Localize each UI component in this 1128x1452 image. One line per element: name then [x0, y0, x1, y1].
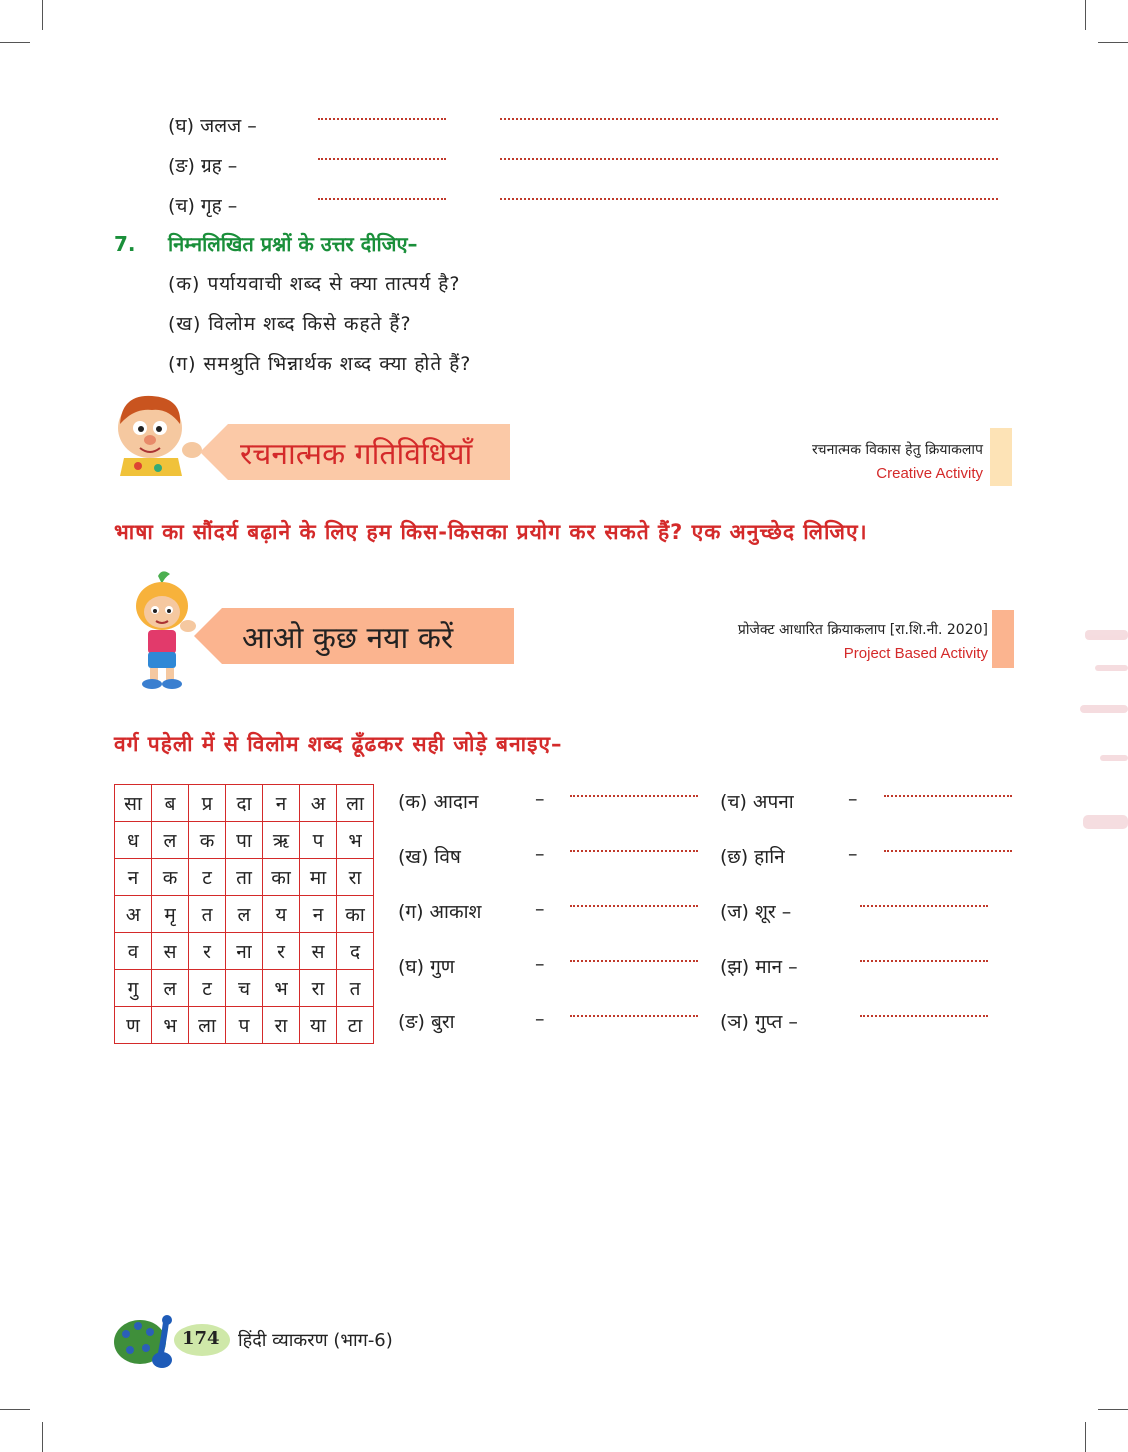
answer-blank[interactable] — [860, 960, 988, 962]
word-row: (ङ) ग्रह – — [168, 155, 238, 177]
creative-side-bar — [990, 428, 1012, 486]
grid-cell[interactable]: ब — [152, 785, 189, 822]
grid-cell[interactable]: भ — [263, 970, 300, 1007]
crop-mark — [0, 42, 30, 43]
grid-cell[interactable]: न — [115, 859, 152, 896]
grid-cell[interactable]: प्र — [189, 785, 226, 822]
pair-item-right: (ञ) गुप्त – — [720, 1011, 798, 1033]
grid-cell[interactable]: अ — [300, 785, 337, 822]
grid-cell[interactable]: ण — [115, 1007, 152, 1044]
creative-title: रचनात्मक गतिविधियाँ — [240, 437, 473, 472]
question-title: निम्नलिखित प्रश्नों के उत्तर दीजिए– — [168, 232, 418, 256]
project-instruction: वर्ग पहेली में से विलोम शब्द ढूँढकर सही जोड़े बनाइए– — [114, 732, 563, 756]
grid-cell[interactable]: ता — [226, 859, 263, 896]
grid-cell[interactable]: रा — [300, 970, 337, 1007]
grid-cell[interactable]: मा — [300, 859, 337, 896]
answer-blank[interactable] — [860, 905, 988, 907]
answer-blank[interactable] — [500, 158, 998, 160]
page-number: 174 — [182, 1328, 220, 1349]
answer-blank[interactable] — [570, 795, 698, 797]
grid-cell[interactable]: या — [300, 1007, 337, 1044]
project-note-en: Project Based Activity — [843, 645, 988, 662]
pair-item-right: (छ) हानि — [720, 846, 785, 868]
grid-cell[interactable]: प — [226, 1007, 263, 1044]
project-note — [738, 620, 988, 662]
grid-cell[interactable]: र — [189, 933, 226, 970]
grid-cell[interactable]: रा — [337, 859, 374, 896]
answer-blank[interactable] — [570, 1015, 698, 1017]
grid-cell[interactable]: ट — [189, 859, 226, 896]
pair-dash: – — [535, 843, 545, 865]
grid-cell[interactable]: ल — [152, 970, 189, 1007]
pair-item-right: (च) अपना — [720, 791, 794, 813]
crop-mark — [1085, 0, 1086, 30]
answer-blank[interactable] — [570, 850, 698, 852]
creative-note-hi: रचनात्मक विकास हेतु क्रियाकलाप — [811, 442, 983, 458]
book-title: हिंदी व्याकरण (भाग-6) — [238, 1330, 393, 1351]
grid-cell[interactable]: रा — [263, 1007, 300, 1044]
grid-cell[interactable]: त — [337, 970, 374, 1007]
crop-mark — [42, 0, 43, 30]
creative-instruction: भाषा का सौंदर्य बढ़ाने के लिए हम किस-किसका प्रयोग कर सकते हैं? एक अनुच्छेद लिजिए। — [114, 520, 868, 544]
grid-cell[interactable]: सा — [115, 785, 152, 822]
grid-cell[interactable]: पा — [226, 822, 263, 859]
pair-dash: – — [535, 1008, 545, 1030]
sub-question: (ग) समश्रुति भिन्नार्थक शब्द क्या होते हैं? — [168, 353, 472, 375]
grid-cell[interactable]: का — [337, 896, 374, 933]
project-title: आओ कुछ नया करें — [242, 621, 454, 656]
grid-row — [115, 785, 374, 822]
crop-mark — [1098, 42, 1128, 43]
grid-cell[interactable]: मृ — [152, 896, 189, 933]
grid-cell[interactable]: ल — [152, 822, 189, 859]
project-side-bar — [992, 610, 1014, 668]
grid-cell[interactable]: क — [189, 822, 226, 859]
grid-row — [115, 1007, 374, 1044]
answer-blank[interactable] — [500, 118, 998, 120]
grid-cell[interactable]: स — [300, 933, 337, 970]
answer-blank[interactable] — [570, 960, 698, 962]
grid-cell[interactable]: र — [263, 933, 300, 970]
answer-blank[interactable] — [884, 795, 1012, 797]
pair-dash: – — [848, 788, 858, 810]
grid-cell[interactable]: ल — [226, 896, 263, 933]
grid-cell[interactable]: क — [152, 859, 189, 896]
grid-cell[interactable]: टा — [337, 1007, 374, 1044]
grid-cell[interactable]: न — [263, 785, 300, 822]
pair-item-left: (ङ) बुरा — [398, 1011, 455, 1033]
question-number: 7. — [114, 232, 136, 256]
grid-cell[interactable]: का — [263, 859, 300, 896]
answer-blank[interactable] — [570, 905, 698, 907]
grid-row — [115, 822, 374, 859]
grid-cell[interactable]: त — [189, 896, 226, 933]
pair-item-right: (ज) शूर – — [720, 901, 792, 923]
crop-mark — [42, 1422, 43, 1452]
pair-item-left: (घ) गुण — [398, 956, 455, 978]
pair-item-left: (क) आदान — [398, 791, 479, 813]
word-row: (घ) जलज – — [168, 115, 257, 137]
answer-blank[interactable] — [318, 118, 446, 120]
grid-cell[interactable]: ना — [226, 933, 263, 970]
grid-cell[interactable]: अ — [115, 896, 152, 933]
pair-item-left: (ख) विष — [398, 846, 461, 868]
grid-cell[interactable]: य — [263, 896, 300, 933]
answer-blank[interactable] — [860, 1015, 988, 1017]
grid-cell[interactable]: व — [115, 933, 152, 970]
sub-question: (ख) विलोम शब्द किसे कहते हैं? — [168, 313, 412, 335]
pair-dash: – — [535, 898, 545, 920]
sub-question: (क) पर्यायवाची शब्द से क्या तात्पर्य है? — [168, 273, 461, 295]
crop-mark — [0, 1409, 30, 1410]
creative-note — [812, 440, 983, 482]
word-search-grid — [114, 784, 374, 1044]
project-note-hi: प्रोजेक्ट आधारित क्रियाकलाप [रा.शि.नी. 2020] — [737, 622, 988, 638]
answer-blank[interactable] — [500, 198, 998, 200]
grid-cell[interactable]: ध — [115, 822, 152, 859]
grid-cell[interactable]: भ — [152, 1007, 189, 1044]
answer-blank[interactable] — [884, 850, 1012, 852]
grid-cell[interactable]: च — [226, 970, 263, 1007]
word-row: (च) गृह – — [168, 195, 238, 217]
grid-cell[interactable]: भ — [337, 822, 374, 859]
crop-mark — [1098, 1409, 1128, 1410]
grid-cell[interactable]: गु — [115, 970, 152, 1007]
grid-cell[interactable]: दा — [226, 785, 263, 822]
answer-blank[interactable] — [318, 198, 446, 200]
grid-cell[interactable]: प — [300, 822, 337, 859]
grid-cell[interactable]: द — [337, 933, 374, 970]
grid-cell[interactable]: न — [300, 896, 337, 933]
grid-cell[interactable]: ऋ — [263, 822, 300, 859]
grid-cell[interactable]: ला — [337, 785, 374, 822]
crop-mark — [1085, 1422, 1086, 1452]
creative-note-en: Creative Activity — [876, 465, 983, 482]
pair-item-left: (ग) आकाश — [398, 901, 482, 923]
pair-dash: – — [848, 843, 858, 865]
grid-cell[interactable]: स — [152, 933, 189, 970]
grid-row — [115, 970, 374, 1007]
grid-cell[interactable]: ट — [189, 970, 226, 1007]
answer-blank[interactable] — [318, 158, 446, 160]
grid-row — [115, 859, 374, 896]
grid-row — [115, 896, 374, 933]
pair-dash: – — [535, 953, 545, 975]
grid-cell[interactable]: ला — [189, 1007, 226, 1044]
grid-row — [115, 933, 374, 970]
edge-decoration — [1075, 625, 1128, 845]
pair-item-right: (झ) मान – — [720, 956, 798, 978]
pair-dash: – — [535, 788, 545, 810]
